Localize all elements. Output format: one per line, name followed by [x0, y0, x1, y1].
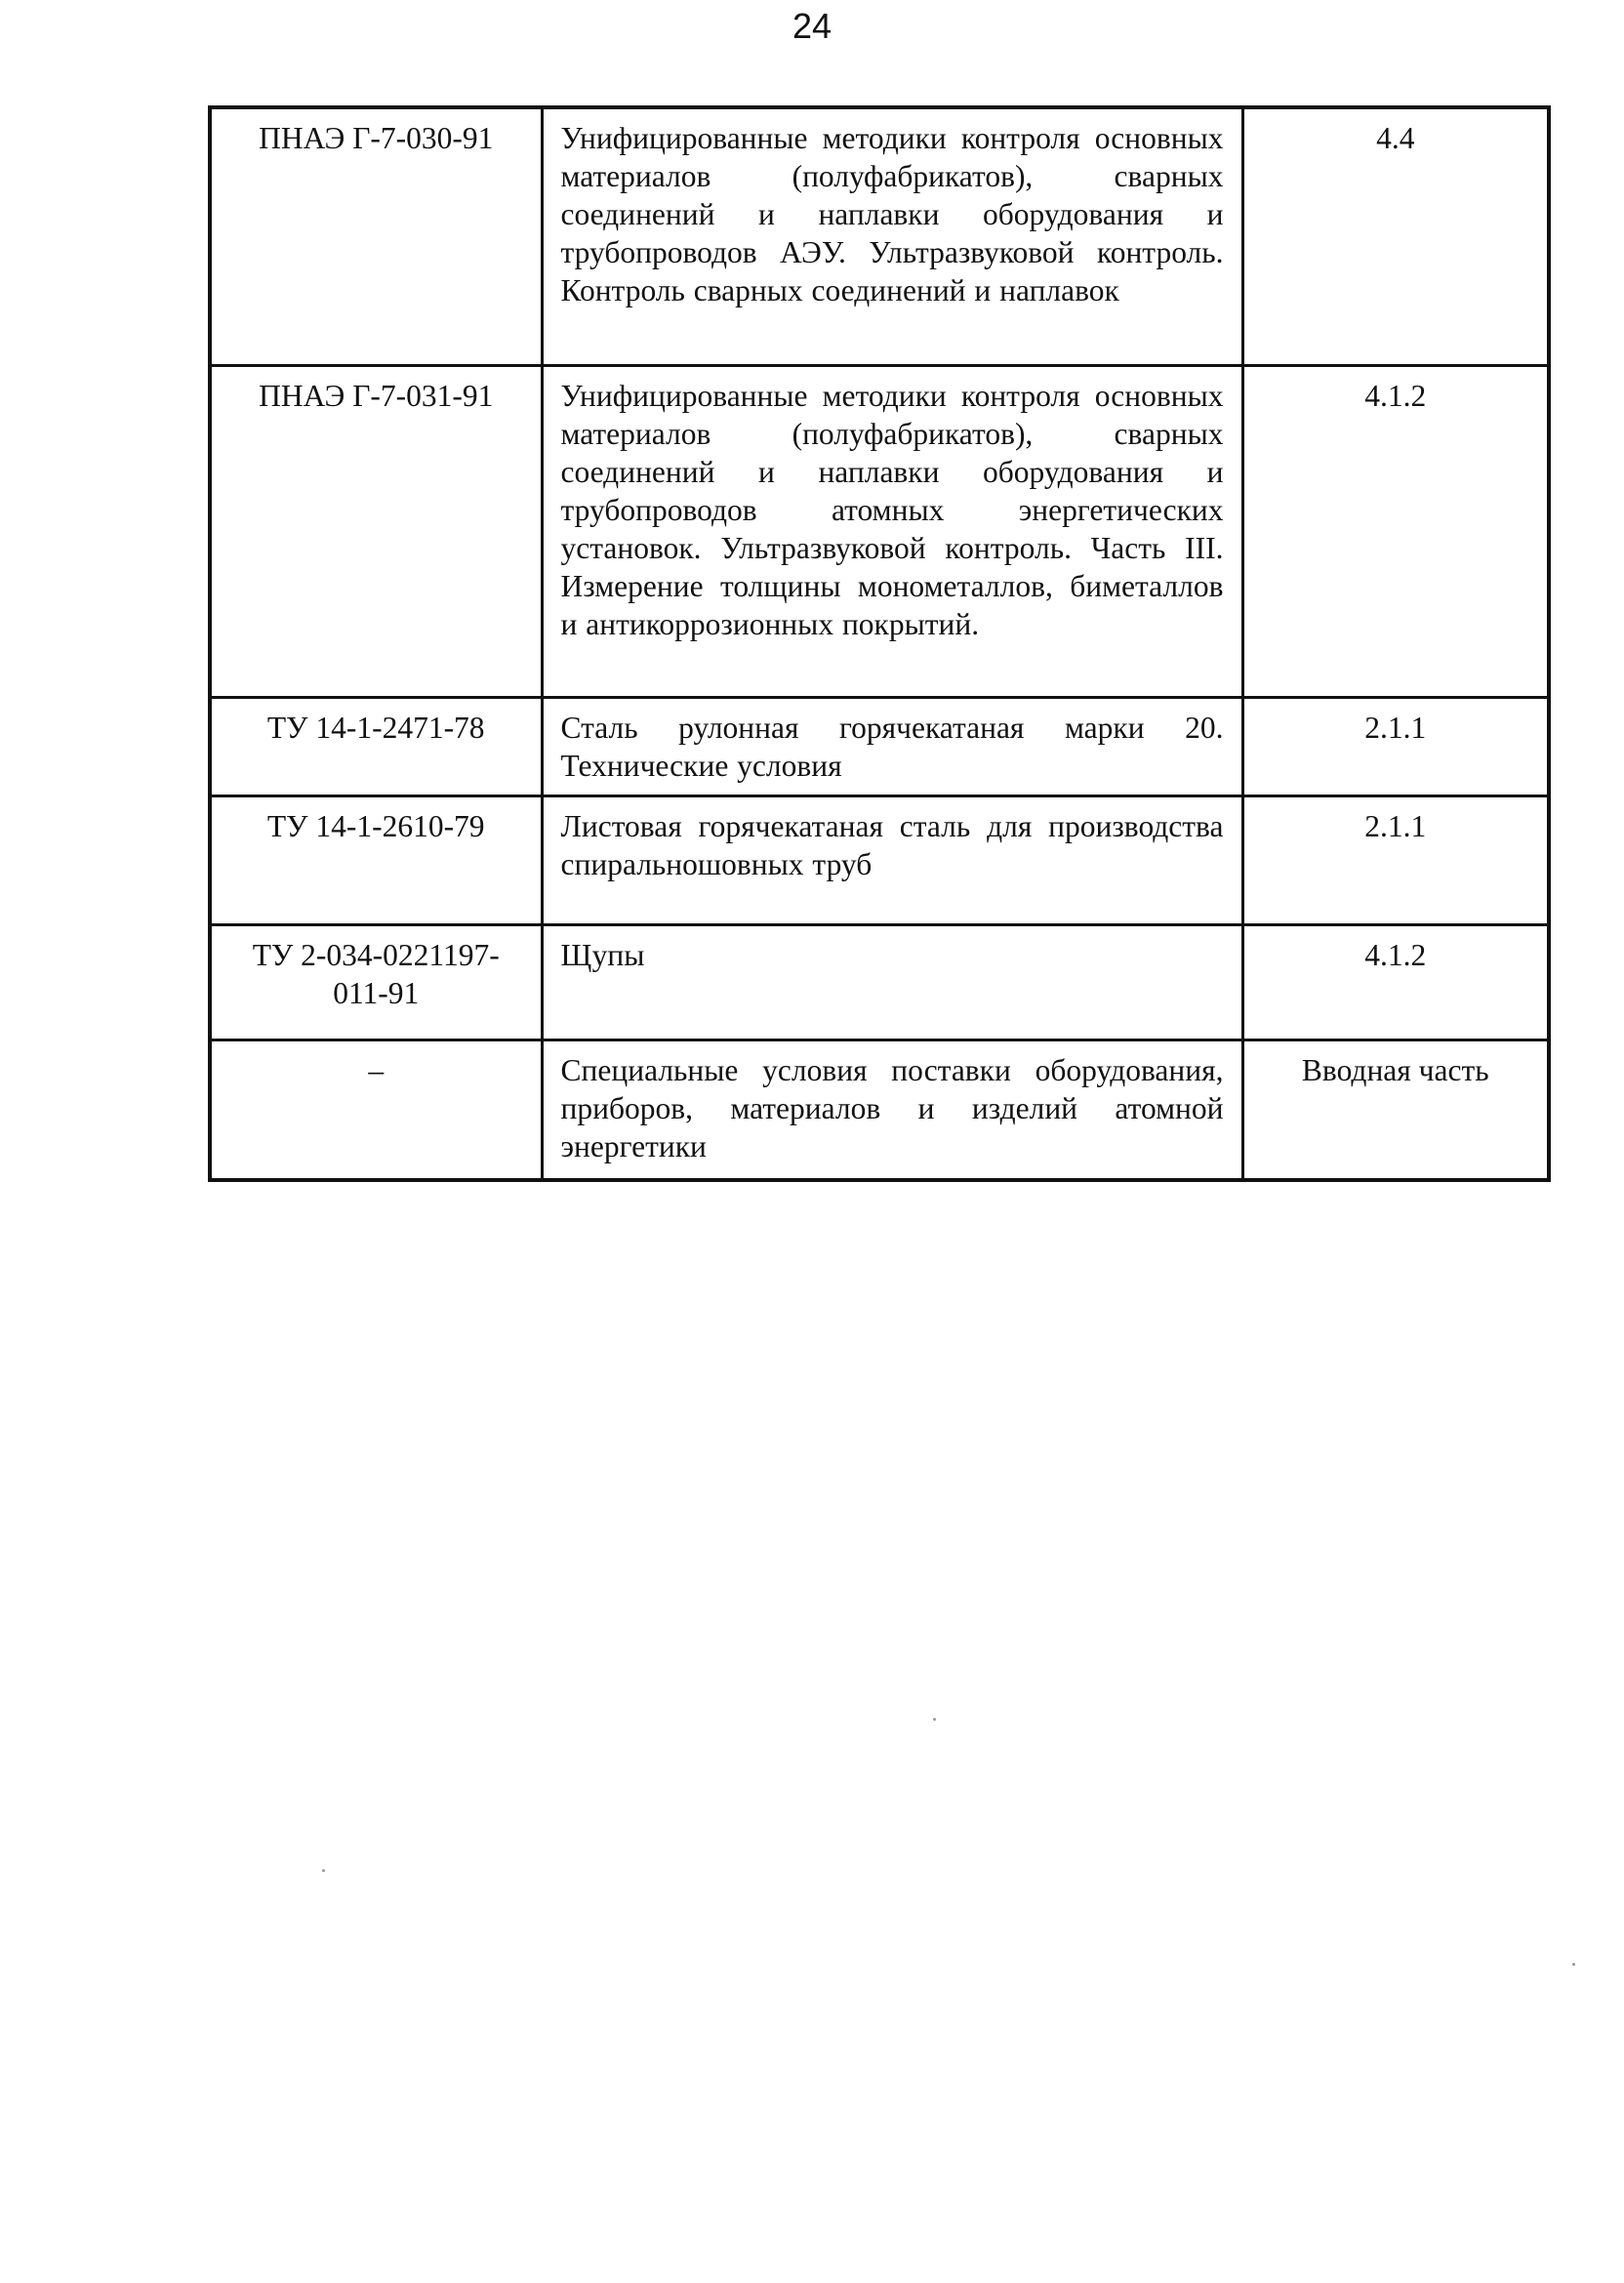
section-reference: 4.1.2: [1242, 365, 1549, 697]
table-row: [210, 1040, 1549, 1180]
scan-speck: [1572, 1963, 1575, 1966]
document-title: Унифицированные методики контроля основных материалов (полуфабрикатов), сварных соединений и наплавки оборудования и трубопроводов АЭУ. Ультразвуковой контроль. Контроль сварных соединений и наплавок: [542, 107, 1242, 365]
section-reference: Вводная часть: [1242, 1040, 1549, 1180]
table-row: [210, 365, 1549, 697]
scan-speck: [933, 1718, 936, 1721]
document-title: Унифицированные методики контроля основных материалов (полуфабрикатов), сварных соединений и наплавки оборудования и трубопроводов атомных энергетических установок. Ультразвуковой контроль. Часть III. Измерение толщины монометаллов, биметаллов и антикоррозионных покрытий.: [542, 365, 1242, 697]
document-code: ТУ 14-1-2471-78: [210, 697, 542, 795]
scan-speck: [322, 1869, 325, 1872]
document-code: ТУ 2-034-0221197-011-91: [210, 924, 542, 1040]
section-reference: 2.1.1: [1242, 697, 1549, 795]
table-row: [210, 107, 1549, 365]
document-code: ПНАЭ Г-7-031-91: [210, 365, 542, 697]
page-number: 24: [792, 6, 832, 46]
section-reference: 2.1.1: [1242, 795, 1549, 924]
document-title: Листовая горячекатаная сталь для производства спиральношовных труб: [542, 795, 1242, 924]
table-row: [210, 795, 1549, 924]
section-reference: 4.4: [1242, 107, 1549, 365]
table-row: [210, 697, 1549, 795]
document-title: Специальные условия поставки оборудования, приборов, материалов и изделий атомной энергетики: [542, 1040, 1242, 1180]
section-reference: 4.1.2: [1242, 924, 1549, 1040]
document-code: –: [210, 1040, 542, 1180]
table-row: [210, 924, 1549, 1040]
document-title: Сталь рулонная горячекатаная марки 20. Технические условия: [542, 697, 1242, 795]
document-title: Щупы: [542, 924, 1242, 1040]
document-code: ТУ 14-1-2610-79: [210, 795, 542, 924]
reference-table: [208, 105, 1551, 1182]
document-code: ПНАЭ Г-7-030-91: [210, 107, 542, 365]
